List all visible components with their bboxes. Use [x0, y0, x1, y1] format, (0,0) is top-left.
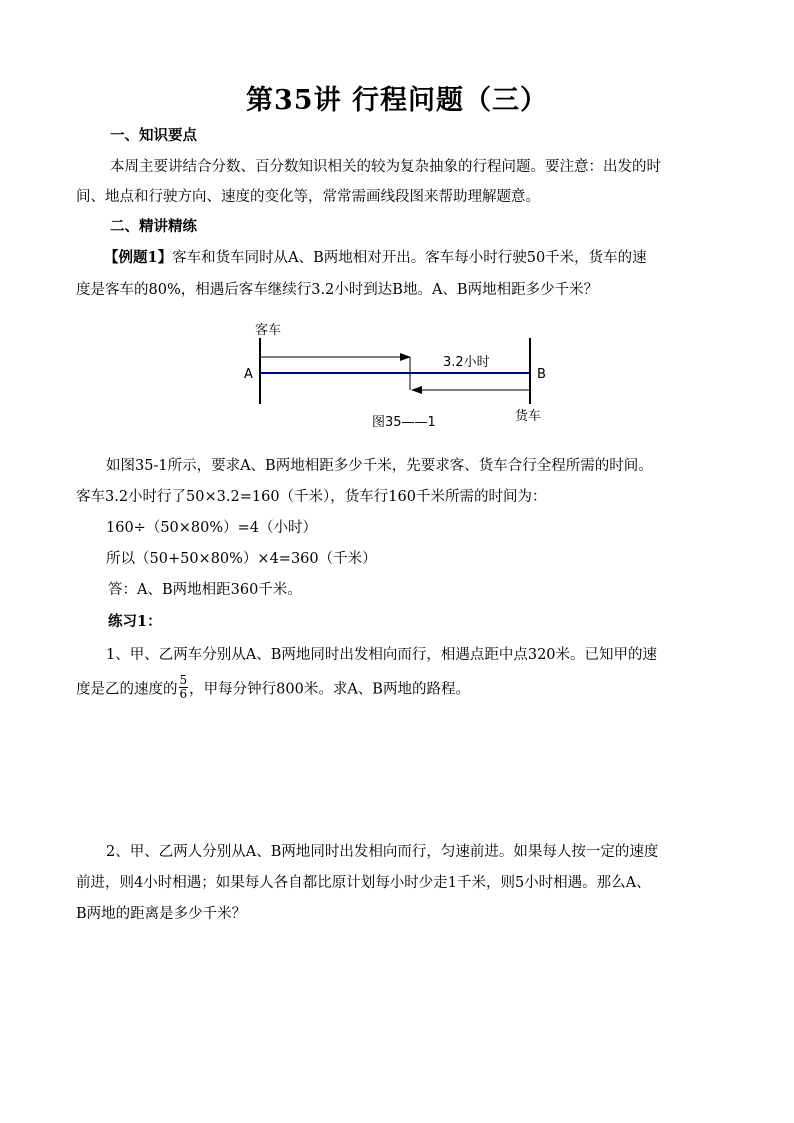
diagram-label-a: A: [244, 367, 253, 382]
example-label: 【例题1】: [104, 249, 173, 266]
solution-line: 如图35-1所示，要求A、B两地相距多少千米，先要求客、货车合行全程所需的时间。: [106, 458, 653, 474]
solution-line: 客车3.2小时行了50×3.2=160（千米），货车行160千米所需的时间为：: [76, 489, 547, 505]
paragraph-line: 本周主要讲结合分数、百分数知识相关的较为复杂抽象的行程问题。要注意：出发的时: [110, 159, 661, 175]
diagram-label-bus: 客车: [255, 323, 282, 338]
diagram-bus-arrowhead: [400, 353, 411, 361]
diagram-label-b: B: [537, 367, 546, 382]
practice-question-2-line3: B两地的距离是多少千米？: [76, 906, 247, 922]
page-title: 第35讲 行程问题（三）: [246, 85, 548, 116]
practice-question-1: 1、甲、乙两车分别从A、B两地同时出发相向而行，相遇点距中点320米。已知甲的速: [106, 647, 658, 663]
fraction-denominator: 6: [179, 687, 188, 701]
practice-heading: 练习1：: [108, 613, 162, 630]
diagram-label-truck: 货车: [515, 409, 542, 424]
section-heading-knowledge: 一、知识要点: [110, 127, 197, 144]
example-line: [104, 248, 754, 268]
practice-question-2: 2、甲、乙两人分别从A、B两地同时出发相向而行，匀速前进。如果每人按一定的速度: [106, 844, 659, 860]
fraction-numerator: 5: [179, 673, 188, 687]
diagram-caption: 图35——1: [372, 415, 436, 430]
diagram-label-time: 3.2小时: [443, 355, 490, 370]
solution-line: 160÷（50×80%）=4（小时）: [106, 520, 318, 536]
diagram-truck-arrowhead: [411, 386, 422, 394]
paragraph-line: 间、地点和行驶方向、速度的变化等，常常需画线段图来帮助理解题意。: [76, 189, 540, 205]
section-heading-practice: 二、精讲精练: [110, 218, 197, 235]
practice-question-2-line2: 前进，则4小时相遇；如果每人各自都比原计划每小时少走1千米，则5小时相遇。那么A、: [76, 875, 651, 891]
question-text: 度是乙的速度的: [76, 681, 178, 698]
fraction: [179, 674, 189, 701]
line-segment-diagram: [0, 316, 794, 436]
solution-answer: 答：A、B两地相距360千米。: [108, 582, 302, 598]
solution-line: 所以（50+50×80%）×4=360（千米）: [106, 551, 377, 567]
diagram-drawing: [260, 338, 530, 404]
example-line: 度是客车的80%，相遇后客车继续行3.2小时到达B地。A、B两地相距多少千米？: [76, 282, 599, 298]
practice-question-1-line2: [76, 673, 726, 703]
question-text: ，甲每分钟行800米。求A、B两地的路程。: [189, 681, 470, 698]
example-text: 客车和货车同时从A、B两地相对开出。客车每小时行驶50千米，货车的速: [172, 250, 647, 266]
